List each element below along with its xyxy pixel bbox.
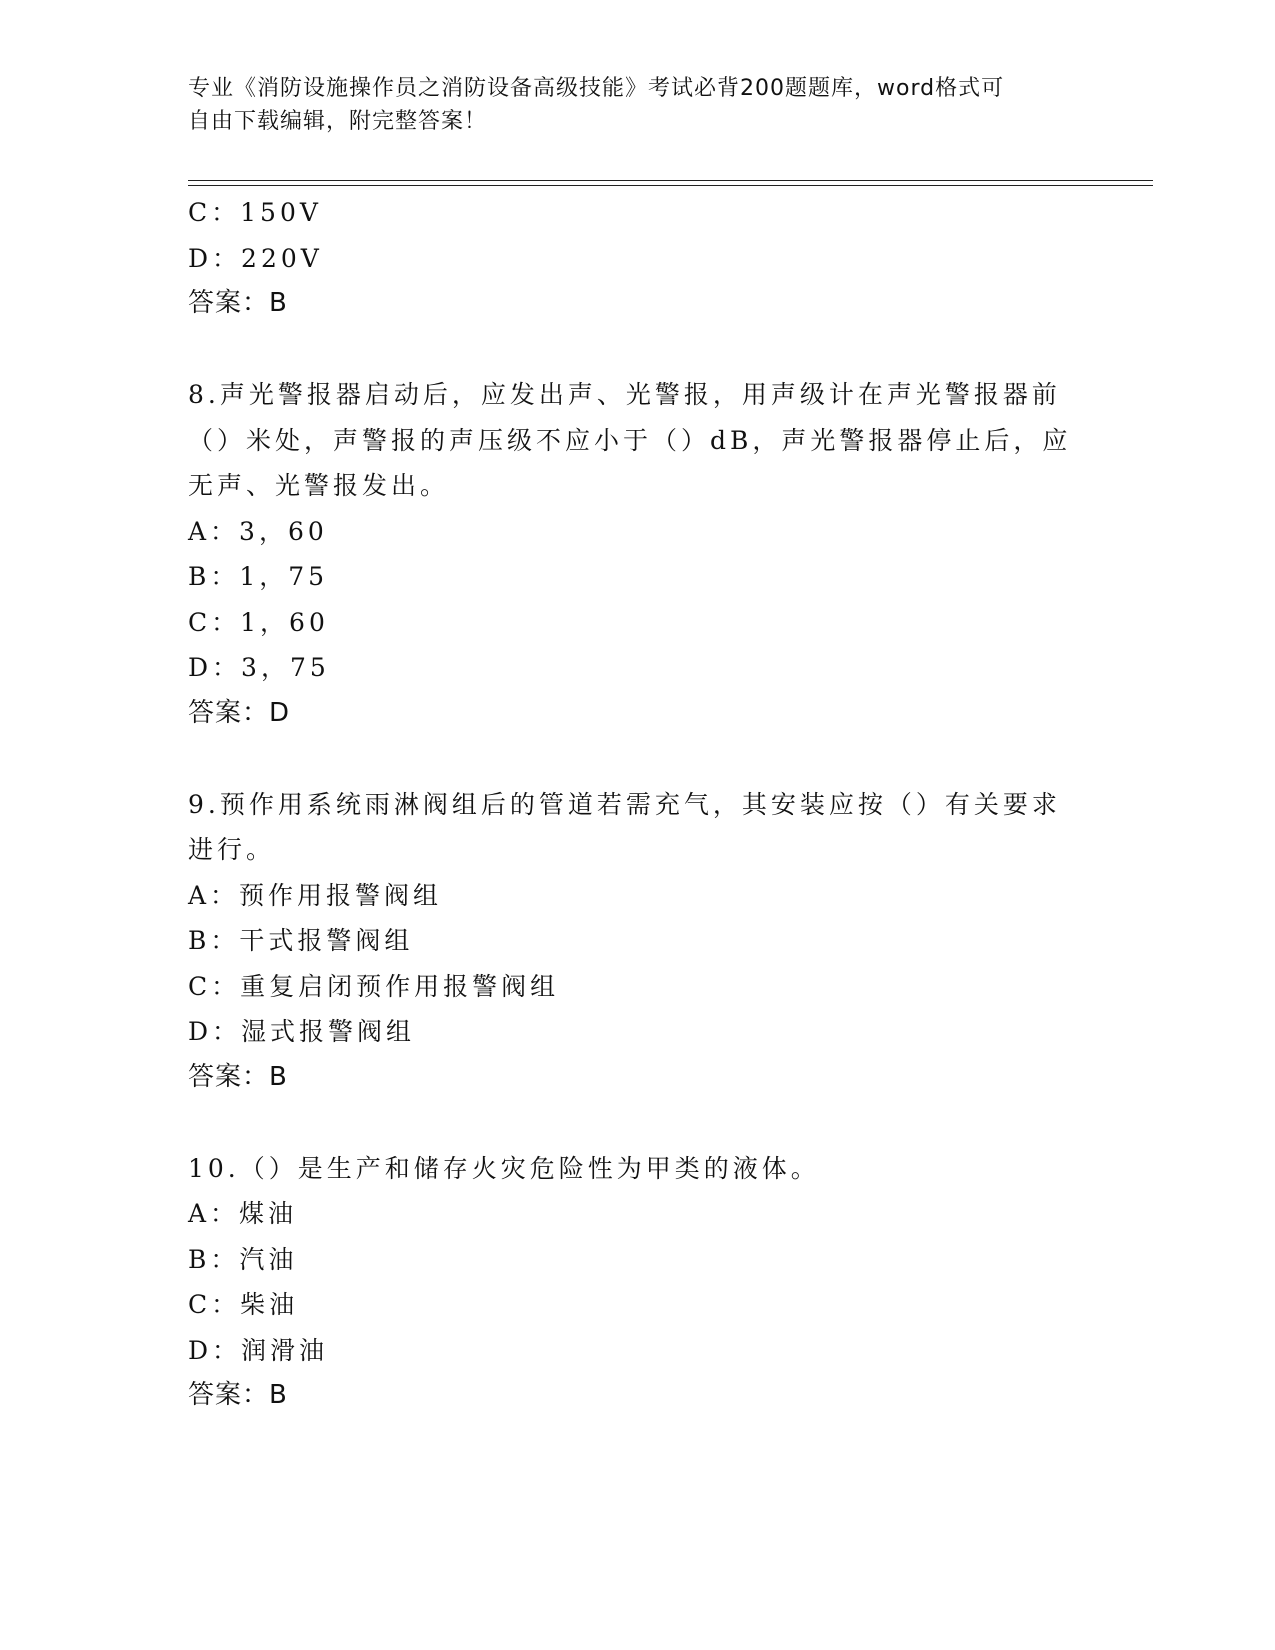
document-header	[188, 72, 1068, 138]
question-text-line: 无声、光警报发出。	[188, 471, 450, 500]
option-a: A：煤油	[188, 1199, 298, 1228]
header-line-1: 专业《消防设施操作员之消防设备高级技能》考试必背200题题库，word格式可	[188, 76, 1005, 101]
option-b: B：1，75	[188, 562, 329, 591]
question-text-line: 进行。	[188, 835, 276, 864]
option-c: C：柴油	[188, 1290, 299, 1319]
option-a: A：3，60	[188, 516, 328, 546]
option-b: B：干式报警阀组	[188, 926, 414, 955]
answer: 答案：B	[188, 288, 288, 318]
answer: 答案：B	[188, 1061, 288, 1092]
question-7-tail	[188, 190, 1068, 327]
header-divider-top	[188, 180, 1153, 181]
question-9	[188, 782, 1068, 1101]
spacer	[188, 327, 1068, 373]
option-c: C：150V	[188, 198, 322, 227]
header-divider-bottom	[188, 185, 1153, 186]
option-b: B：汽油	[188, 1244, 298, 1274]
question-10	[188, 1146, 1068, 1419]
question-text-line: （）米处，声警报的声压级不应小于（）dB，声光警报器停止后，应	[188, 425, 1072, 455]
option-d: D：湿式报警阀组	[188, 1017, 416, 1046]
option-d: D：润滑油	[188, 1335, 329, 1365]
option-c: C：1，60	[188, 607, 329, 637]
spacer	[188, 736, 1068, 782]
document-body	[188, 190, 1072, 1419]
question-text-line: 9.预作用系统雨淋阀组后的管道若需充气，其安装应按（）有关要求	[188, 789, 1061, 819]
header-line-2: 自由下载编辑，附完整答案！	[188, 109, 488, 134]
spacer	[188, 1100, 1068, 1146]
answer: 答案：D	[188, 697, 291, 728]
answer: 答案：B	[188, 1380, 288, 1410]
option-a: A：预作用报警阀组	[188, 880, 443, 910]
option-c: C：重复启闭预作用报警阀组	[188, 971, 560, 1001]
option-d: D：3，75	[188, 653, 330, 682]
question-text-line: 10.（）是生产和储存火灾危险性为甲类的液体。	[188, 1153, 820, 1183]
question-8	[188, 372, 1072, 736]
option-d: D：220V	[188, 243, 323, 273]
question-text-line: 8.声光警报器启动后，应发出声、光警报，用声级计在声光警报器前	[188, 380, 1061, 409]
